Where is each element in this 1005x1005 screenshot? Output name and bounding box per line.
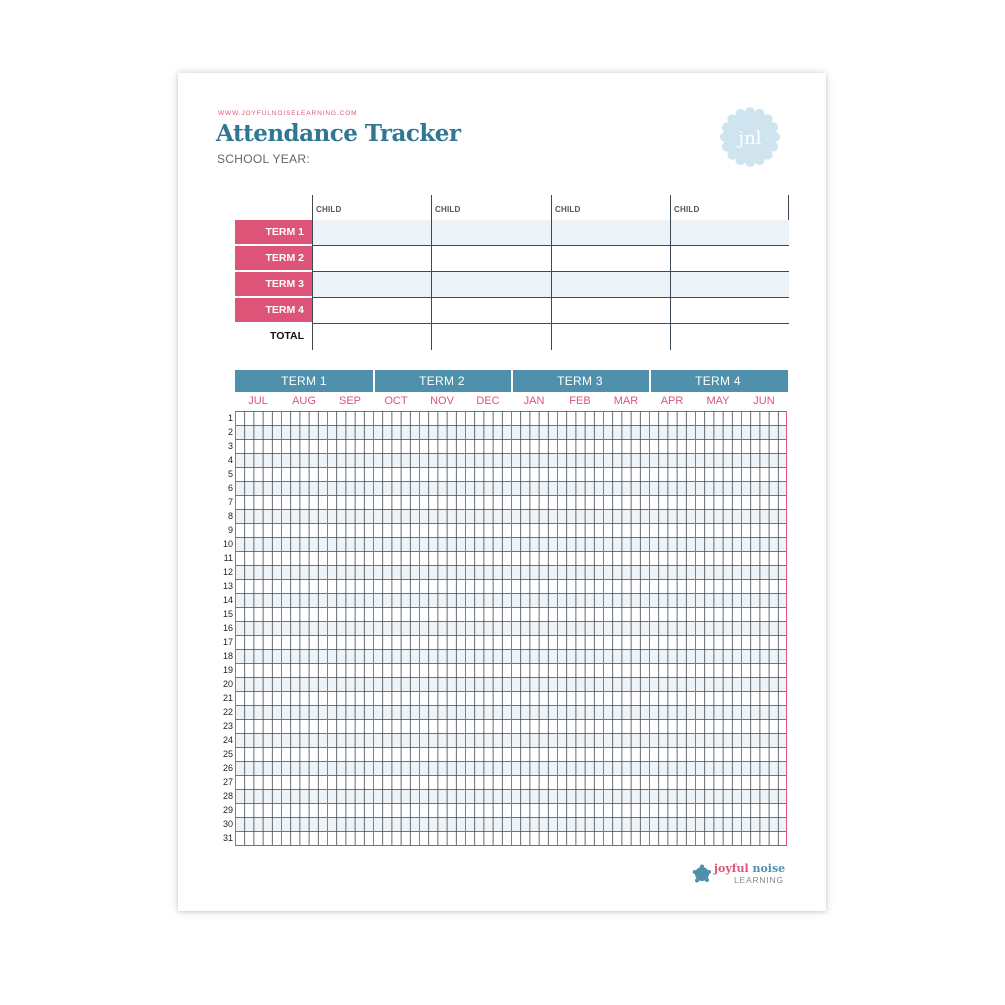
logo-petal [745,157,755,167]
day-number: 17 [222,637,233,647]
day-number: 25 [222,749,233,759]
day-number: 29 [222,805,233,815]
website-url: WWW.JOYFULNOISELEARNING.COM [218,110,358,117]
month-header: NOV [430,395,454,407]
summary-row-term4 [235,298,789,324]
day-number: 20 [222,679,233,689]
day-number: 2 [227,427,233,437]
term-divider [373,370,375,392]
day-number: 3 [227,441,233,451]
child-header-1: CHILD [316,205,342,214]
logo-petal [720,132,730,142]
term-divider [649,370,651,392]
term-header-2: TERM 2 [419,374,465,388]
month-header: MAR [613,395,639,407]
logo-petal [745,107,755,117]
month-header: FEB [569,395,591,407]
child-header-2: CHILD [435,205,461,214]
month-header: OCT [384,395,408,407]
summary-row-label: TOTAL [235,324,312,349]
term-divider [511,370,513,392]
day-number: 5 [227,469,233,479]
day-number: 22 [222,707,233,717]
term-header-1: TERM 1 [281,374,327,388]
attendance-sheet [178,73,826,911]
day-number: 21 [222,693,233,703]
summary-row-label: TERM 2 [235,246,312,271]
day-number: 23 [222,721,233,731]
day-number: 4 [227,455,233,465]
brand-word-joyful: joyful [714,862,749,875]
month-header: SEP [338,395,361,407]
summary-row-label: TERM 3 [235,272,312,297]
day-number: 11 [223,553,233,563]
day-number: 28 [222,791,233,801]
brand-name [714,862,785,875]
day-number: 10 [222,539,233,549]
day-number: 9 [227,525,233,535]
month-header: JAN [523,395,545,407]
day-number: 15 [222,609,233,619]
day-number: 7 [227,497,233,507]
logo-petal [735,109,745,119]
term-header-bar [235,370,788,392]
day-number: 18 [222,651,233,661]
logo-text: jnl [738,128,762,149]
summary-row-total [235,324,789,350]
day-grid[interactable] [235,411,789,846]
day-number: 27 [222,777,233,787]
day-number: 30 [222,819,233,829]
day-number: 19 [222,665,233,675]
brand-splat-icon [692,864,712,884]
day-number: 26 [222,763,233,773]
brand-subtitle: LEARNING [734,875,784,885]
summary-divider [788,195,789,220]
brand-word-noise: noise [752,862,786,875]
logo-petal [755,155,765,165]
summary-row-term1 [235,220,789,246]
term-header-4: TERM 4 [695,374,741,388]
month-header: AUG [292,395,316,407]
month-header-row [235,392,788,411]
page-title: Attendance Tracker [216,120,461,147]
day-number: 16 [222,623,233,633]
summary-row-label: TERM 1 [235,220,312,245]
child-header-3: CHILD [555,205,581,214]
summary-divider [551,195,552,350]
jnl-logo-badge [719,106,781,168]
day-number: 6 [227,483,233,493]
month-header: MAY [706,395,730,407]
summary-row-term3 [235,272,789,298]
month-header: JUN [753,395,775,407]
day-number: 24 [222,735,233,745]
summary-divider [431,195,432,350]
summary-header [235,195,789,220]
day-number: 14 [222,595,233,605]
logo-petal [722,142,732,152]
footer-brand [692,862,792,888]
summary-table [235,195,789,350]
logo-petal [768,122,778,132]
summary-row-label: TERM 4 [235,298,312,323]
day-number: 13 [222,581,233,591]
summary-row-term2 [235,246,789,272]
day-number: 8 [227,511,233,521]
term-header-3: TERM 3 [557,374,603,388]
summary-divider [670,195,671,350]
month-header: APR [660,395,684,407]
child-header-4: CHILD [674,205,700,214]
school-year-label: SCHOOL YEAR: [217,152,310,166]
month-header: JUL [248,395,268,407]
day-number: 31 [222,833,233,843]
day-number: 1 [227,413,233,423]
month-header: DEC [476,395,500,407]
day-number: 12 [222,567,233,577]
logo-petal [770,132,780,142]
summary-divider [312,195,313,350]
